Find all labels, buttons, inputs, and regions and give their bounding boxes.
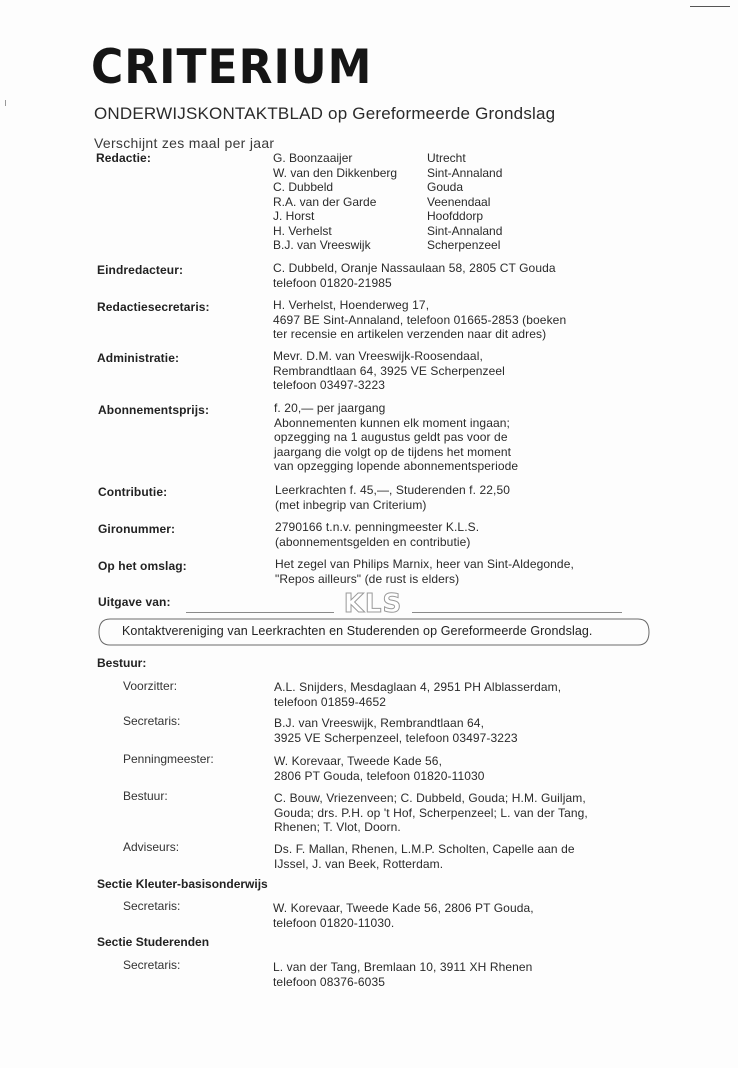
bestuur-line: Gouda; drs. P.H. op 't Hof, Scherpenzeel; L. van der Tang,: [274, 805, 588, 820]
abonnementsprijs-line: opzegging na 1 augustus geldt pas voor de: [274, 430, 508, 445]
eindredacteur-details: [273, 261, 556, 290]
administratie-line: telefoon 03497-3223: [273, 378, 385, 393]
bestuur-penningmeester-details: [274, 754, 485, 783]
bestuur-adviseurs-details: [274, 842, 575, 871]
kls-logo-text: KLS: [343, 589, 403, 618]
publication-frequency: Verschijnt zes maal per jaar: [94, 135, 275, 151]
bestuur-voorzitter-details: [274, 680, 561, 709]
administratie-label: Administratie:: [97, 351, 180, 365]
redactie-member-name: R.A. van der Garde: [273, 195, 377, 209]
sectie-kleuter-line: telefoon 01820-11030.: [273, 915, 395, 930]
bestuur-role-bestuur: Bestuur:: [123, 789, 168, 803]
sectie-studerenden-role: Secretaris:: [123, 958, 181, 972]
sectie-kleuter-role: Secretaris:: [123, 899, 181, 913]
uitgave-rule-right: [412, 612, 622, 613]
redactie-member-city: Gouda: [427, 180, 464, 194]
administratie-line: Rembrandtlaan 64, 3925 VE Scherpenzeel: [273, 363, 505, 378]
abonnementsprijs-line: jaargang die volgt op de tijdens het moment: [274, 444, 512, 459]
bestuur-role-secretaris: Secretaris:: [123, 714, 181, 728]
sectie-kleuter-details: [273, 901, 534, 930]
bestuur-role-voorzitter: Voorzitter:: [123, 679, 178, 693]
administratie-line: Mevr. D.M. van Vreeswijk-Roosendaal,: [273, 349, 483, 363]
redactie-member-name: C. Dubbeld: [273, 180, 334, 194]
gironummer-label: Gironummer:: [98, 522, 176, 536]
redactie-member-city: Scherpenzeel: [427, 238, 501, 252]
criterium-logo: CRITERIUM: [91, 40, 373, 96]
bestuur-line: 3925 VE Scherpenzeel, telefoon 03497-3223: [274, 730, 518, 745]
bestuur-line: C. Bouw, Vriezenveen; C. Dubbeld, Gouda; H.M. Guiljam,: [274, 791, 586, 805]
abonnementsprijs-line: f. 20,— per jaargang: [274, 401, 386, 415]
eindredacteur-line: C. Dubbeld, Oranje Nassaulaan 58, 2805 CT Gouda: [273, 261, 556, 275]
abonnementsprijs-line: Abonnementen kunnen elk moment ingaan;: [274, 415, 510, 430]
abonnementsprijs-details: [274, 401, 518, 474]
organization-name: Kontaktvereniging van Leerkrachten en Studerenden op Gereformeerde Grondslag.: [122, 624, 593, 638]
redactie-member-city: Sint-Annaland: [427, 166, 503, 180]
abonnementsprijs-label: Abonnementsprijs:: [98, 403, 210, 417]
redactiesecretaris-line: H. Verhelst, Hoenderweg 17,: [273, 298, 430, 312]
sectie-kleuter-heading: Sectie Kleuter-basisonderwijs: [97, 877, 268, 891]
omslag-details: [275, 557, 574, 586]
contributie-line: Leerkrachten f. 45,—, Studerenden f. 22,50: [275, 483, 511, 497]
redactie-member-city: Sint-Annaland: [427, 224, 503, 238]
eindredacteur-label: Eindredacteur:: [97, 263, 184, 277]
bestuur-bestuur-details: [274, 791, 588, 835]
redactie-member-city: Veenendaal: [427, 195, 491, 209]
uitgave-rule-left: [186, 612, 334, 613]
omslag-line: Het zegel van Philips Marnix, heer van Sint-Aldegonde,: [275, 557, 574, 571]
contributie-line: (met inbegrip van Criterium): [275, 497, 427, 512]
subtitle: ONDERWIJSKONTAKTBLAD op Gereformeerde Grondslag: [94, 104, 556, 123]
sectie-studerenden-line: telefoon 08376-6035: [273, 974, 385, 989]
bestuur-line: 2806 PT Gouda, telefoon 01820-11030: [274, 768, 485, 783]
bestuur-line: telefoon 01859-4652: [274, 694, 386, 709]
kls-logo: [338, 588, 408, 618]
gironummer-details: [275, 520, 479, 549]
eindredacteur-line: telefoon 01820-21985: [273, 275, 392, 290]
bestuur-line: A.L. Snijders, Mesdaglaan 4, 2951 PH Alblasserdam,: [274, 680, 562, 694]
bestuur-line: Ds. F. Mallan, Rhenen, L.M.P. Scholten, Capelle aan de: [274, 842, 575, 856]
bestuur-role-adviseurs: Adviseurs:: [123, 840, 180, 854]
scan-speck: [5, 100, 6, 106]
gironummer-line: 2790166 t.n.v. penningmeester K.L.S.: [275, 520, 480, 534]
bestuur-secretaris-details: [274, 716, 518, 745]
sectie-studerenden-line: L. van der Tang, Bremlaan 10, 3911 XH Rhenen: [273, 960, 533, 974]
sectie-kleuter-line: W. Korevaar, Tweede Kade 56, 2806 PT Gouda,: [273, 901, 534, 915]
bestuur-role-penningmeester: Penningmeester:: [123, 752, 214, 766]
redactiesecretaris-label: Redactiesecretaris:: [97, 300, 210, 314]
omslag-line: "Repos ailleurs" (de rust is elders): [275, 571, 460, 586]
sectie-studerenden-details: [273, 960, 532, 989]
redactie-member-name: W. van den Dikkenberg: [273, 166, 398, 180]
redactie-member-city: Utrecht: [427, 151, 466, 165]
contributie-label: Contributie:: [98, 485, 168, 499]
uitgave-label: Uitgave van:: [98, 595, 171, 609]
bestuur-line: W. Korevaar, Tweede Kade 56,: [274, 754, 443, 768]
bestuur-line: Rhenen; T. Vlot, Doorn.: [274, 820, 401, 835]
redactiesecretaris-details: [273, 298, 566, 342]
redactiesecretaris-line: ter recensie en artikelen verzenden naar dit adres): [273, 327, 547, 342]
redactie-label: Redactie:: [96, 151, 151, 165]
bestuur-line: B.J. van Vreeswijk, Rembrandtlaan 64,: [274, 716, 485, 730]
abonnementsprijs-line: van opzegging lopende abonnementsperiode: [274, 459, 519, 474]
redactiesecretaris-line: 4697 BE Sint-Annaland, telefoon 01665-2853 (boeken: [273, 312, 567, 327]
redactie-member-name: J. Horst: [273, 209, 315, 223]
redactie-member-name: B.J. van Vreeswijk: [273, 238, 371, 252]
sectie-studerenden-heading: Sectie Studerenden: [97, 935, 210, 949]
redactie-member-name: H. Verhelst: [273, 224, 332, 238]
omslag-label: Op het omslag:: [98, 559, 187, 573]
contributie-details: [275, 483, 510, 512]
bestuur-heading: Bestuur:: [97, 656, 147, 670]
redactie-member-name: G. Boonzaaijer: [273, 151, 353, 165]
bestuur-line: IJssel, J. van Beek, Rotterdam.: [274, 856, 444, 871]
administratie-details: [273, 349, 505, 393]
redactie-member-city: Hoofddorp: [427, 209, 484, 223]
gironummer-line: (abonnementsgelden en contributie): [275, 534, 471, 549]
top-edge-line: [690, 6, 730, 7]
